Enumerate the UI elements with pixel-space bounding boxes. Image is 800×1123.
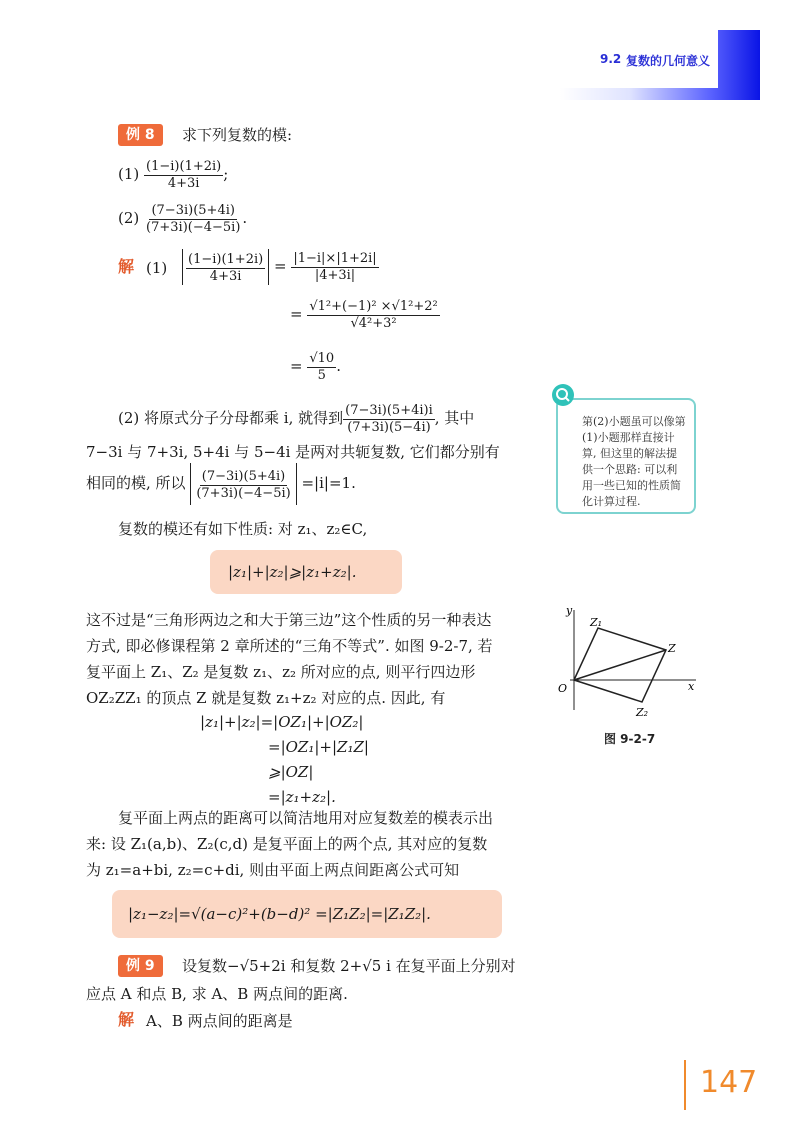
para-3-line-1: 这不过是“三角形两边之和大于第三边”这个性质的另一种表达 — [86, 611, 492, 629]
example-8-badge: 例 8 — [118, 124, 163, 146]
solution-line-2: = $\frac{\text{√1²+(−1)² ×√1²+2²}}{\text{√4²+3²}}$ — [290, 298, 438, 331]
diagonal-oz — [574, 650, 666, 680]
example-9-badge: 例 9 — [118, 955, 163, 977]
para-3-line-2: 方式, 即必修课程第 2 章所述的“三角不等式”. 如图 9-2-7, 若 — [86, 637, 493, 655]
distance-formula: |z₁−z₂|=√(a−c)²+(b−d)² =|Z₁Z₂|=|Z₁Z₂|. — [128, 905, 431, 923]
z2-label: Z₂ — [636, 706, 649, 719]
y-label: y — [566, 604, 573, 617]
example-9-line-2: 应点 A 和点 B, 求 A、B 两点间的距离. — [86, 985, 348, 1003]
example-9-line-1: 设复数−√5+2i 和复数 2+√5 i 在复平面上分别对 — [182, 957, 516, 975]
figure-caption: 图 9-2-7 — [604, 732, 656, 746]
example-8-item-2: (2) $\frac{(7-3i)(5+4i)}{(7+3i)(-4-5i)}$ . — [118, 202, 248, 235]
solution-9-label: 解 — [118, 1010, 135, 1029]
page-number-bar — [684, 1060, 686, 1110]
origin-label: O — [558, 682, 568, 695]
para-4-line-1: 复平面上两点的距离可以简洁地用对应复数差的模表示出 — [118, 809, 494, 827]
page-number: 147 — [700, 1065, 758, 1100]
side-note — [556, 398, 696, 514]
z1-label: Z₁ — [590, 616, 603, 629]
x-label: x — [688, 680, 695, 693]
chain-line-1: |z₁|+|z₂|=|OZ₁|+|OZ₂| — [200, 713, 364, 731]
para-3-line-4: OZ₂ZZ₁ 的顶点 Z 就是复数 z₁+z₂ 对应的点. 因此, 有 — [86, 689, 446, 707]
para-3-line-3: 复平面上 Z₁、Z₂ 是复数 z₁、z₂ 所对应的点, 则平行四边形 — [86, 663, 476, 681]
chain-line-2: =|OZ₁|+|Z₁Z| — [268, 738, 369, 756]
chain-line-4: =|z₁+z₂|. — [268, 788, 336, 806]
figure-9-2-7 — [556, 600, 706, 720]
magnifier-icon — [552, 384, 574, 406]
para-2-line-1: (2) 将原式分子分母都乘 i, 就得到 $\frac{(7-3i)(5+4i)i}{(7+3i)(5-4i)}$ , 其中 — [118, 402, 475, 435]
chain-line-3: ⩾|OZ| — [268, 763, 314, 781]
para-2-line-2: 7−3i 与 7+3i, 5+4i 与 5−4i 是两对共轭复数, 它们都分别有 — [86, 443, 500, 461]
example-8-item-1: (1) $\frac{(1-i)(1+2i)}{4+3i}$ ; — [118, 158, 229, 191]
example-8-prompt: 求下列复数的模: — [182, 126, 293, 144]
solution-line-1: $\frac{(1-i)(1+2i)}{4+3i}$ = $\frac{|1-i|\times|1+2i|}{|4+3i|}$ — [182, 248, 379, 285]
solution-label: 解 — [118, 257, 135, 276]
fraction: $\frac{(7-3i)(5+4i)}{(7+3i)(-4-5i)}$ — [146, 202, 241, 235]
fraction: $\frac{(1-i)(1+2i)}{4+3i}$ — [146, 158, 222, 191]
solution-line-3: = $\frac{√10}{5}$ . — [290, 350, 341, 383]
solution-9-text: A、B 两点间的距离是 — [146, 1012, 293, 1030]
side-note-text: 第(2)小题虽可以像第(1)小题那样直接计算, 但这里的解法提供一个思路: 可以利用一些已知的性质简化计算过程. — [582, 415, 686, 508]
solution-part-1-label: (1) — [146, 259, 168, 277]
para-2-line-3: 相同的模, 所以 $\frac{(7-3i)(5+4i)}{(7+3i)(-4-5i)}$ =|i|=1. — [86, 462, 356, 505]
section-number: 9.2 — [600, 52, 622, 66]
para-4-line-3: 为 z₁=a+bi, z₂=c+di, 则由平面上两点间距离公式可知 — [86, 861, 460, 879]
z-label: Z — [668, 642, 676, 655]
para-4-line-2: 来: 设 Z₁(a,b)、Z₂(c,d) 是复平面上的两个点, 其对应的复数 — [86, 835, 488, 853]
inequality-formula: |z₁|+|z₂|⩾|z₁+z₂|. — [228, 563, 357, 581]
section-title: 复数的几何意义 — [626, 54, 711, 68]
item-label: (1) — [118, 165, 140, 183]
item-label: (2) — [118, 209, 140, 227]
property-intro: 复数的模还有如下性质: 对 z₁、z₂∈C, — [118, 520, 368, 538]
